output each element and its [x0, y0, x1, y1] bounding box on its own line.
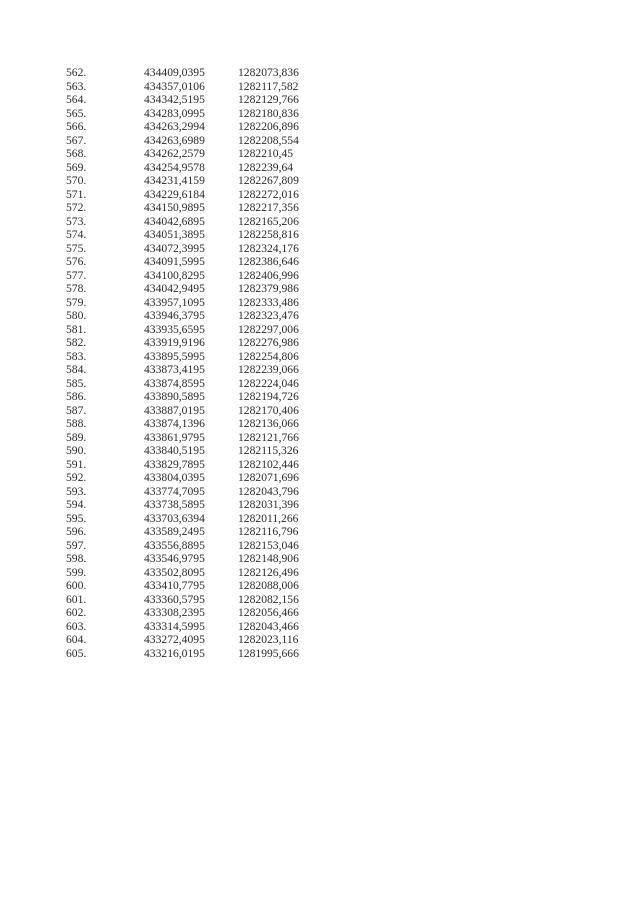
row-number: 572.: [66, 201, 87, 214]
x-coordinate: 434100,8295: [144, 268, 205, 282]
x-coordinate: 434263,2994: [144, 120, 205, 133]
row-number: 602.: [66, 606, 87, 619]
x-coordinate: 433272,4095: [144, 633, 205, 646]
row-number: 604.: [66, 633, 87, 646]
x-coordinate: 433895,5995: [144, 349, 205, 363]
row-number: 574.: [66, 228, 87, 241]
x-coordinate: 433861,9795: [144, 430, 205, 444]
y-coordinate: 1282386,646: [238, 255, 299, 268]
x-coordinate: 434263,6989: [144, 133, 205, 147]
y-coordinate: 1282323,476: [238, 309, 299, 322]
y-coordinate: 1282254,806: [238, 349, 299, 363]
y-coordinate: 1282217,356: [238, 201, 299, 214]
y-coordinate: 1282011,266: [238, 511, 299, 525]
y-coordinate: 1282258,816: [238, 228, 299, 241]
row-number: 582.: [66, 336, 87, 349]
y-coordinate: 1282116,796: [238, 525, 299, 538]
y-coordinate: 1282297,006: [238, 322, 299, 336]
row-number: 603.: [66, 619, 87, 633]
x-coordinate: 433216,0195: [144, 646, 205, 660]
y-coordinate: 1282153,046: [238, 538, 299, 552]
y-coordinate: 1282276,986: [238, 336, 299, 349]
row-number: 598.: [66, 552, 87, 565]
row-number: 586.: [66, 390, 87, 403]
x-coordinate: 434254,9578: [144, 160, 205, 174]
y-coordinate: 1281995,666: [238, 646, 299, 660]
x-coordinate: 433546,9795: [144, 552, 205, 565]
y-coordinate: 1282115,326: [238, 444, 299, 457]
y-coordinate: 1282208,554: [238, 133, 299, 147]
x-coordinate: 433738,5895: [144, 498, 205, 511]
x-coordinate: 434262,2579: [144, 147, 205, 160]
row-number: 581.: [66, 322, 87, 336]
x-coordinate: 433589,2495: [144, 525, 205, 538]
row-number: 605.: [66, 646, 87, 660]
y-coordinate: 1282023,116: [238, 633, 299, 646]
x-coordinate: 433502,8095: [144, 565, 205, 579]
row-number: 565.: [66, 106, 87, 120]
row-number: 564.: [66, 93, 87, 106]
x-coordinate: 434283,0995: [144, 106, 205, 120]
y-coordinate: 1282126,496: [238, 565, 299, 579]
x-coordinate: 434231,4159: [144, 174, 205, 187]
y-coordinate: 1282239,066: [238, 363, 299, 376]
y-coordinate: 1282117,582: [238, 79, 299, 93]
row-number: 577.: [66, 268, 87, 282]
x-coordinate: 433308,2395: [144, 606, 205, 619]
row-number: 571.: [66, 187, 87, 201]
y-coordinate: 1282043,796: [238, 484, 299, 498]
row-number: 584.: [66, 363, 87, 376]
x-coordinate: 434042,6895: [144, 214, 205, 228]
row-number: 569.: [66, 160, 87, 174]
y-coordinate: 1282379,986: [238, 282, 299, 295]
x-coordinate: 433919,9196: [144, 336, 205, 349]
row-number: 579.: [66, 295, 87, 309]
x-coordinate: 434229,6184: [144, 187, 205, 201]
x-coordinate: 433887,0195: [144, 403, 205, 417]
row-number: 601.: [66, 592, 87, 606]
row-number: 595.: [66, 511, 87, 525]
row-number: 583.: [66, 349, 87, 363]
y-coordinate: 1282224,046: [238, 376, 299, 390]
x-coordinate: 433935,6595: [144, 322, 205, 336]
x-coordinate: 433314,5995: [144, 619, 205, 633]
row-number: 594.: [66, 498, 87, 511]
y-coordinate: 1282194,726: [238, 390, 299, 403]
row-number: 563.: [66, 79, 87, 93]
x-coordinate: 433360,5795: [144, 592, 205, 606]
y-coordinate: 1282170,406: [238, 403, 299, 417]
y-coordinate: 1282210,45: [238, 147, 294, 160]
y-coordinate: 1282043,466: [238, 619, 299, 633]
y-coordinate: 1282206,896: [238, 120, 299, 133]
y-coordinate: 1282165,206: [238, 214, 299, 228]
y-coordinate: 1282082,156: [238, 592, 299, 606]
row-number: 585.: [66, 376, 87, 390]
x-coordinate: 433703,6394: [144, 511, 205, 525]
y-coordinate: 1282406,996: [238, 268, 299, 282]
x-coordinate: 433804,0395: [144, 471, 205, 484]
x-coordinate: 433829,7895: [144, 457, 205, 471]
y-coordinate: 1282272,016: [238, 187, 299, 201]
row-number: 573.: [66, 214, 87, 228]
x-coordinate: 434042,9495: [144, 282, 205, 295]
x-coordinate: 434072,3995: [144, 241, 205, 255]
x-coordinate: 434409,0395: [144, 66, 205, 79]
y-coordinate: 1282088,006: [238, 579, 299, 592]
y-coordinate: 1282121,766: [238, 430, 299, 444]
y-coordinate: 1282180,836: [238, 106, 299, 120]
row-number: 599.: [66, 565, 87, 579]
y-coordinate: 1282239,64: [238, 160, 294, 174]
x-coordinate: 434091,5995: [144, 255, 205, 268]
row-number: 591.: [66, 457, 87, 471]
x-coordinate: 433410,7795: [144, 579, 205, 592]
x-coordinate: 433840,5195: [144, 444, 205, 457]
x-coordinate: 433874,1396: [144, 417, 205, 430]
y-coordinate: 1282102,446: [238, 457, 299, 471]
row-number: 576.: [66, 255, 87, 268]
y-coordinate: 1282031,396: [238, 498, 299, 511]
row-number: 587.: [66, 403, 87, 417]
x-coordinate: 433957,1095: [144, 295, 205, 309]
x-coordinate: 434357,0106: [144, 79, 205, 93]
row-number: 566.: [66, 120, 87, 133]
x-coordinate: 433774,7095: [144, 484, 205, 498]
y-coordinate: 1282148,906: [238, 552, 299, 565]
y-coordinate: 1282324,176: [238, 241, 299, 255]
y-coordinate: 1282073,836: [238, 66, 299, 79]
x-coordinate: 434150,9895: [144, 201, 205, 214]
row-number: 592.: [66, 471, 87, 484]
y-coordinate: 1282136,066: [238, 417, 299, 430]
x-coordinate: 434342,5195: [144, 93, 205, 106]
y-coordinate: 1282129,766: [238, 93, 299, 106]
x-coordinate: 433890,5895: [144, 390, 205, 403]
y-coordinate: 1282056,466: [238, 606, 299, 619]
row-number: 600.: [66, 579, 87, 592]
row-number: 590.: [66, 444, 87, 457]
row-number: 562.: [66, 66, 87, 79]
x-coordinate: 433874,8595: [144, 376, 205, 390]
y-coordinate: 1282333,486: [238, 295, 299, 309]
row-number: 597.: [66, 538, 87, 552]
row-number: 568.: [66, 147, 87, 160]
row-number: 593.: [66, 484, 87, 498]
x-coordinate: 433873,4195: [144, 363, 205, 376]
x-coordinate: 433946,3795: [144, 309, 205, 322]
row-number: 578.: [66, 282, 87, 295]
row-number: 588.: [66, 417, 87, 430]
row-number: 567.: [66, 133, 87, 147]
y-coordinate: 1282267,809: [238, 174, 299, 187]
y-coordinate: 1282071,696: [238, 471, 299, 484]
row-number: 575.: [66, 241, 87, 255]
row-number: 580.: [66, 309, 87, 322]
row-number: 570.: [66, 174, 87, 187]
x-coordinate: 434051,3895: [144, 228, 205, 241]
x-coordinate: 433556,8895: [144, 538, 205, 552]
row-number: 589.: [66, 430, 87, 444]
row-number: 596.: [66, 525, 87, 538]
